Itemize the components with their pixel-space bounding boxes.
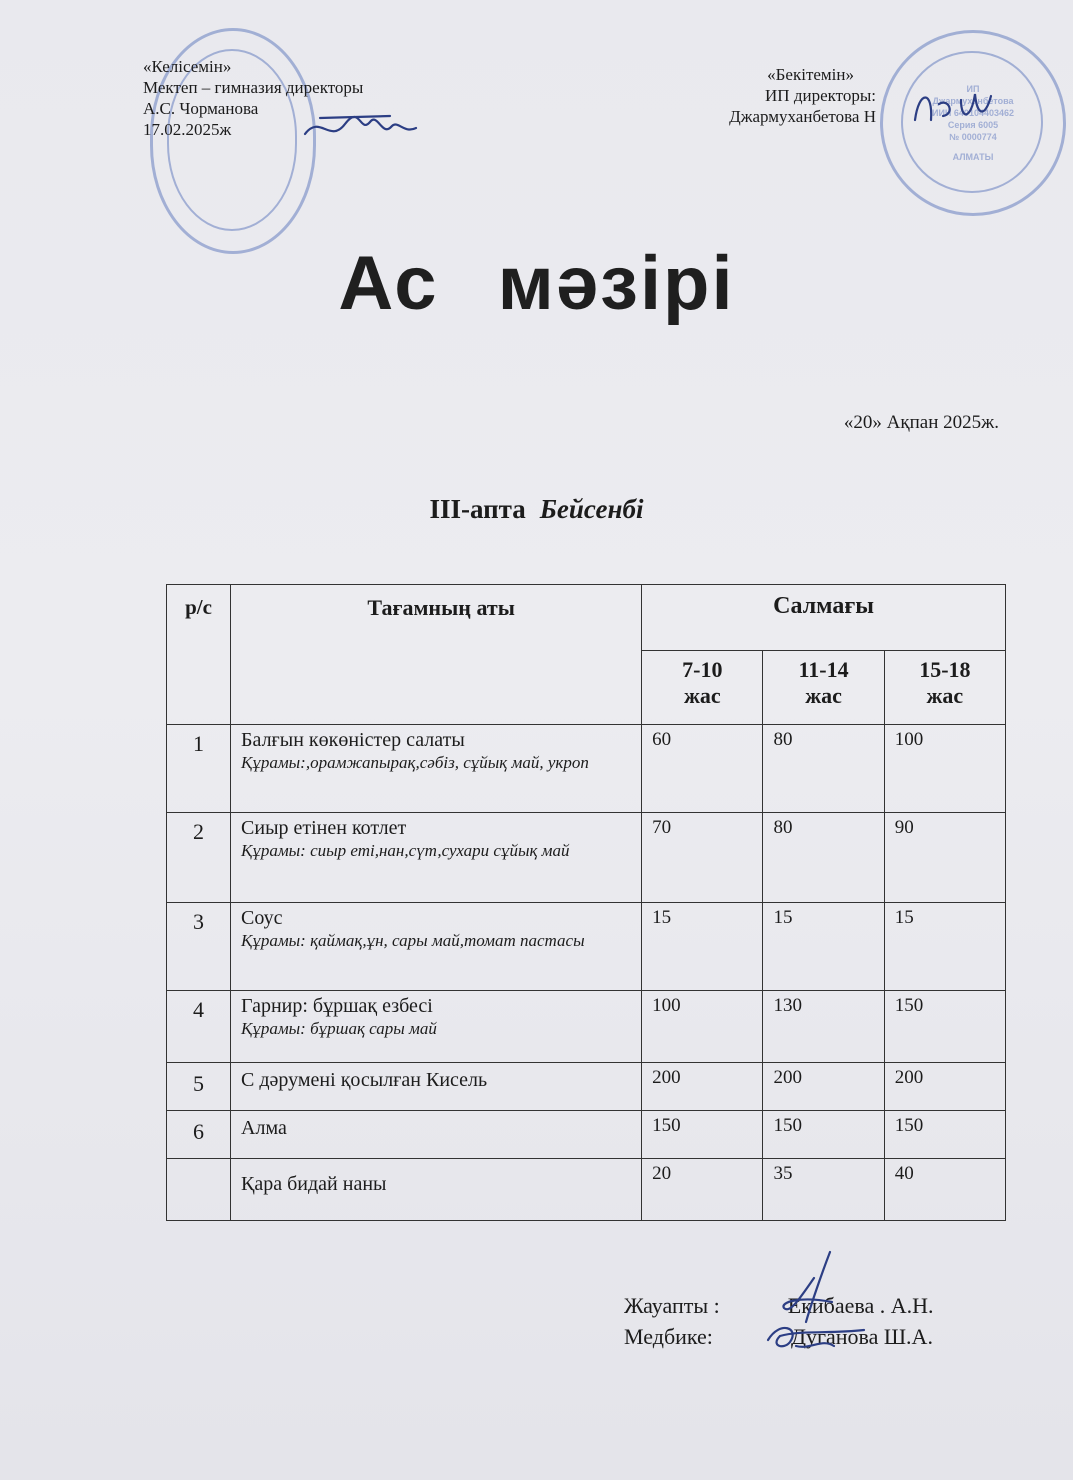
column-header-name: Тағамның аты <box>231 585 642 725</box>
age-header-15-18 <box>884 651 1005 725</box>
weight-11-14: 35 <box>763 1159 884 1221</box>
approval-block-right <box>700 64 876 127</box>
dish-cell <box>231 813 642 903</box>
stamp-line-6: АЛМАТЫ <box>952 152 994 162</box>
age-header-15-18-bottom: жас <box>926 683 964 708</box>
row-num: 1 <box>167 725 231 813</box>
dish-name: С дәрумені қосылған Кисель <box>241 1069 488 1091</box>
dish-composition: Құрамы:,орамжапырақ,сәбіз, сұйық май, укроп <box>241 753 589 772</box>
dish-name: Сиыр етінен котлет <box>241 817 407 839</box>
age-header-11-14 <box>763 651 884 725</box>
row-num: 5 <box>167 1063 231 1111</box>
weight-7-10: 70 <box>642 813 763 903</box>
week-label: III-апта <box>429 494 526 524</box>
column-header-weight: Салмағы <box>642 585 1006 651</box>
weight-11-14: 80 <box>763 725 884 813</box>
nurse-label: Медбике: <box>624 1324 713 1349</box>
table-header-row <box>167 585 1006 651</box>
table-row <box>167 1063 1006 1111</box>
weight-11-14: 15 <box>763 903 884 991</box>
age-header-11-14-bottom: жас <box>805 683 842 708</box>
row-num: 2 <box>167 813 231 903</box>
weight-11-14: 130 <box>763 991 884 1063</box>
approval-left-line4: 17.02.2025ж <box>143 120 232 139</box>
approval-right-line3: Джармуханбетова Н <box>729 107 876 126</box>
weight-7-10: 15 <box>642 903 763 991</box>
dish-name: Соус <box>241 907 283 929</box>
dish-name: Алма <box>241 1117 287 1139</box>
weight-11-14: 200 <box>763 1063 884 1111</box>
approval-right-line1: «Бекітемін» <box>767 65 854 84</box>
nurse-name: Дуганова Ш.А. <box>790 1324 933 1349</box>
responsible-name: Екибаева . А.Н. <box>787 1293 934 1318</box>
age-header-11-14-top: 11-14 <box>798 657 849 682</box>
table-row <box>167 903 1006 991</box>
weight-15-18: 15 <box>884 903 1005 991</box>
responsible-label: Жауапты : <box>624 1293 720 1318</box>
weight-7-10: 150 <box>642 1111 763 1159</box>
day-label: Бейсенбі <box>539 494 644 524</box>
row-num: 3 <box>167 903 231 991</box>
dish-cell <box>231 1159 642 1221</box>
table-row <box>167 1111 1006 1159</box>
stamp-line-1: ИП <box>966 84 980 94</box>
age-header-15-18-top: 15-18 <box>919 657 971 682</box>
approval-right-line2: ИП директоры: <box>765 86 876 105</box>
director-signature <box>300 104 420 154</box>
dish-name: Гарнир: бұршақ езбесі <box>241 995 433 1017</box>
age-header-7-10-top: 7-10 <box>682 657 723 682</box>
row-num: 4 <box>167 991 231 1063</box>
dish-cell <box>231 725 642 813</box>
week-day-subtitle <box>0 494 1073 525</box>
approval-left-line2: Мектеп – гимназия директоры <box>143 78 364 97</box>
row-num <box>167 1159 231 1221</box>
weight-11-14: 150 <box>763 1111 884 1159</box>
dish-name: Балғын көкөністер салаты <box>241 729 465 751</box>
weight-7-10: 200 <box>642 1063 763 1111</box>
table-row <box>167 725 1006 813</box>
document-date: «20» Ақпан 2025ж. <box>843 412 999 433</box>
age-header-7-10-bottom: жас <box>683 683 721 708</box>
weight-7-10: 20 <box>642 1159 763 1221</box>
stamp-line-2: Джармуханбетова <box>932 96 1014 106</box>
weight-15-18: 40 <box>884 1159 1005 1221</box>
page-title: Ас мәзірі <box>338 241 735 326</box>
row-num: 6 <box>167 1111 231 1159</box>
dish-name: Қара бидай наны <box>241 1173 387 1195</box>
stamp-line-3: ИИН 640104403462 <box>931 108 1014 118</box>
weight-11-14: 80 <box>763 813 884 903</box>
menu-table <box>166 584 1006 1221</box>
nurse-signature <box>760 1316 870 1366</box>
stamp-line-4: Серия 6005 <box>947 120 999 130</box>
dish-cell <box>231 903 642 991</box>
table-row <box>167 1159 1006 1221</box>
weight-15-18: 150 <box>884 991 1005 1063</box>
dish-composition: Құрамы: бұршақ сары май <box>241 1019 437 1038</box>
column-header-num: р/с <box>167 585 231 725</box>
weight-7-10: 60 <box>642 725 763 813</box>
weight-7-10: 100 <box>642 991 763 1063</box>
table-row <box>167 813 1006 903</box>
dish-cell <box>231 1063 642 1111</box>
weight-15-18: 100 <box>884 725 1005 813</box>
ip-director-signature <box>905 80 995 140</box>
dish-cell <box>231 1111 642 1159</box>
age-header-7-10 <box>642 651 763 725</box>
dish-composition: Құрамы: сиыр еті,нан,сүт,сухари сұйық май <box>241 841 570 860</box>
weight-15-18: 200 <box>884 1063 1005 1111</box>
dish-cell <box>231 991 642 1063</box>
table-row <box>167 991 1006 1063</box>
dish-composition: Құрамы: қаймақ,ұн, сары май,томат пастасы <box>241 931 585 950</box>
weight-15-18: 90 <box>884 813 1005 903</box>
approval-left-line3: А.С. Чорманова <box>143 99 259 118</box>
approval-left-line1: «Келісемін» <box>143 57 232 76</box>
stamp-line-5: № 0000774 <box>949 132 997 142</box>
weight-15-18: 150 <box>884 1111 1005 1159</box>
